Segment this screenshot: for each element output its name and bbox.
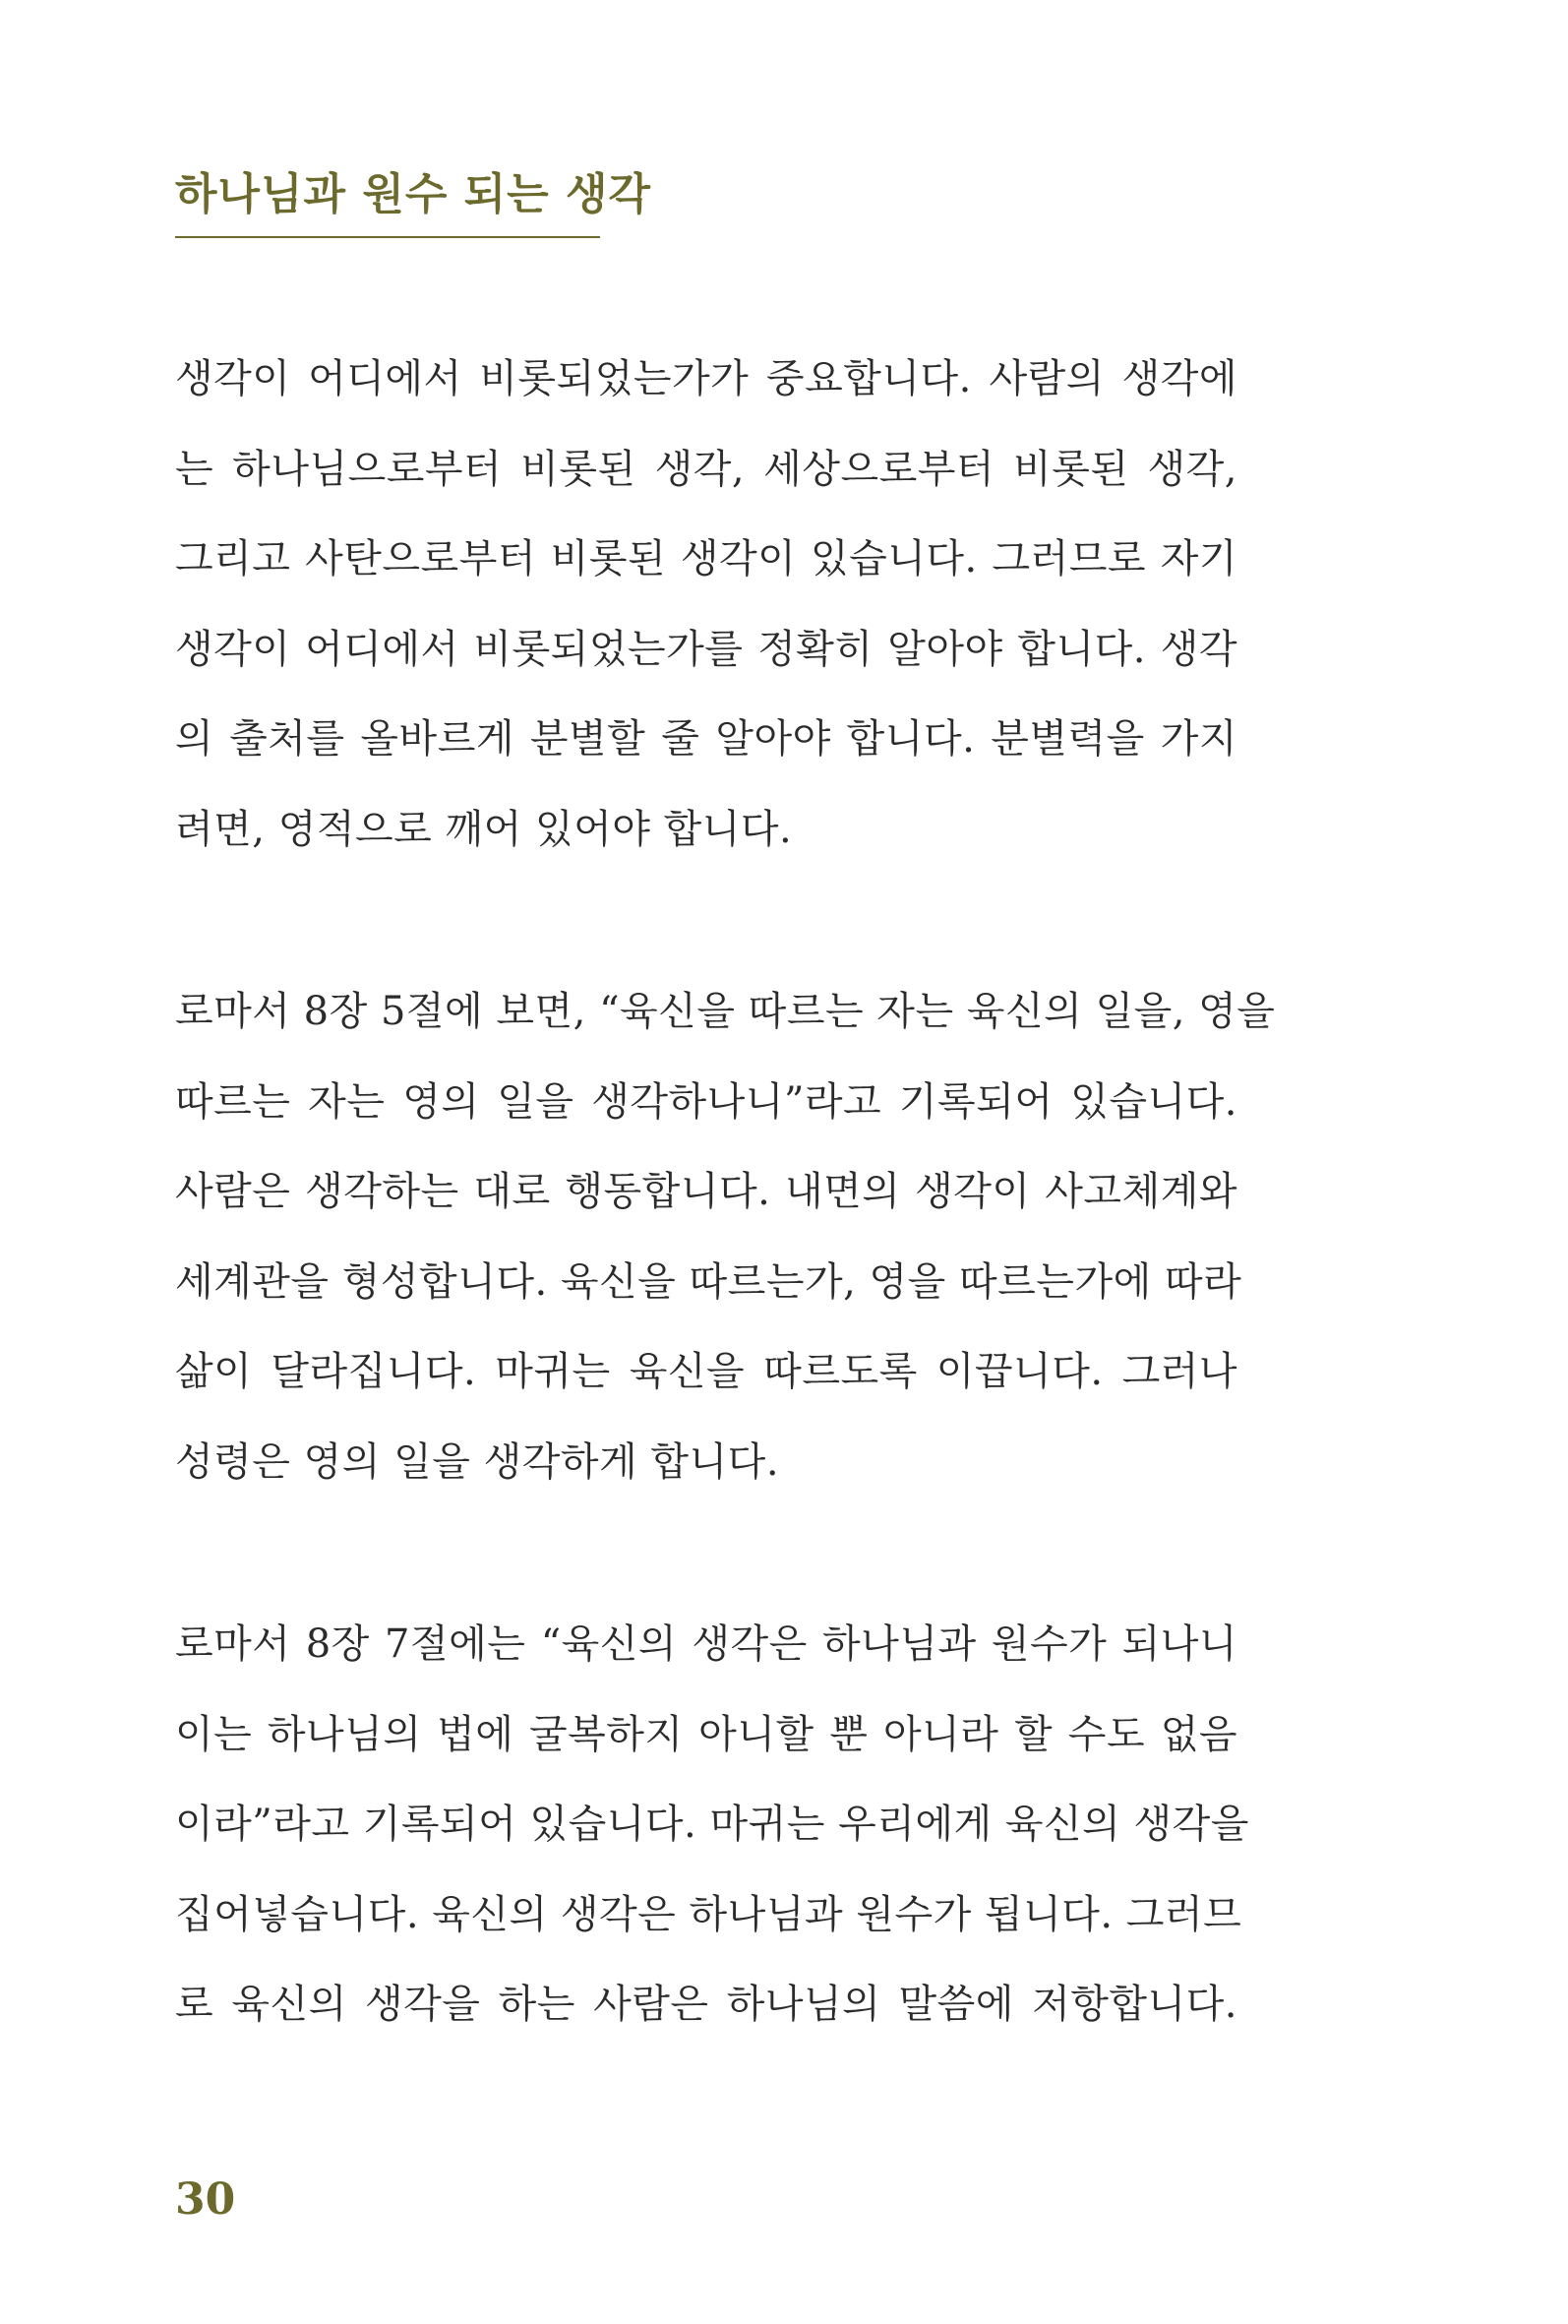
text-line: 삶이 달라집니다. 마귀는 육신을 따르도록 이끕니다. 그러나 <box>175 1349 1237 1394</box>
text-line: 생각이 어디에서 비롯되었는가가 중요합니다. 사람의 생각에 <box>175 356 1237 401</box>
paragraph-2 <box>175 967 1276 1507</box>
text-line: 려면, 영적으로 깨어 있어야 합니다. <box>175 806 793 852</box>
text-line: 그리고 사탄으로부터 비롯된 생각이 있습니다. 그러므로 자기 <box>175 536 1237 581</box>
text-line: 로마서 8장 5절에 보면, “육신을 따르는 자는 육신의 일을, 영을 <box>175 989 1276 1034</box>
heading-underline <box>175 236 600 238</box>
text-line: 집어넣습니다. 육신의 생각은 하나님과 원수가 됩니다. 그러므 <box>175 1891 1242 1937</box>
section-heading-block <box>175 165 651 238</box>
paragraph-1 <box>175 335 1237 875</box>
page-number: 30 <box>175 2174 236 2225</box>
body-text <box>175 335 1276 2143</box>
paragraph-3 <box>175 1600 1249 2050</box>
text-line: 성령은 영의 일을 생각하게 합니다. <box>175 1438 780 1485</box>
text-line: 로마서 8장 7절에는 “육신의 생각은 하나님과 원수가 되나니 <box>175 1621 1237 1667</box>
text-line: 는 하나님으로부터 비롯된 생각, 세상으로부터 비롯된 생각, <box>175 446 1237 492</box>
section-heading: 하나님과 원수 되는 생각 <box>175 169 651 219</box>
text-line: 이는 하나님의 법에 굴복하지 아니할 뿐 아니라 할 수도 없음 <box>175 1711 1237 1757</box>
text-line: 생각이 어디에서 비롯되었는가를 정확히 알아야 합니다. 생각 <box>175 626 1237 672</box>
text-line: 사람은 생각하는 대로 행동합니다. 내면의 생각이 사고체계와 <box>175 1169 1237 1214</box>
text-line: 이라”라고 기록되어 있습니다. 마귀는 우리에게 육신의 생각을 <box>175 1802 1249 1847</box>
text-line: 의 출처를 올바르게 분별할 줄 알아야 합니다. 분별력을 가지 <box>175 716 1237 762</box>
text-line: 세계관을 형성합니다. 육신을 따르는가, 영을 따르는가에 따라 <box>175 1258 1242 1305</box>
text-line: 따르는 자는 영의 일을 생각하나니”라고 기록되어 있습니다. <box>175 1078 1237 1125</box>
text-line: 로 육신의 생각을 하는 사람은 하나님의 말씀에 저항합니다. <box>175 1982 1237 2027</box>
